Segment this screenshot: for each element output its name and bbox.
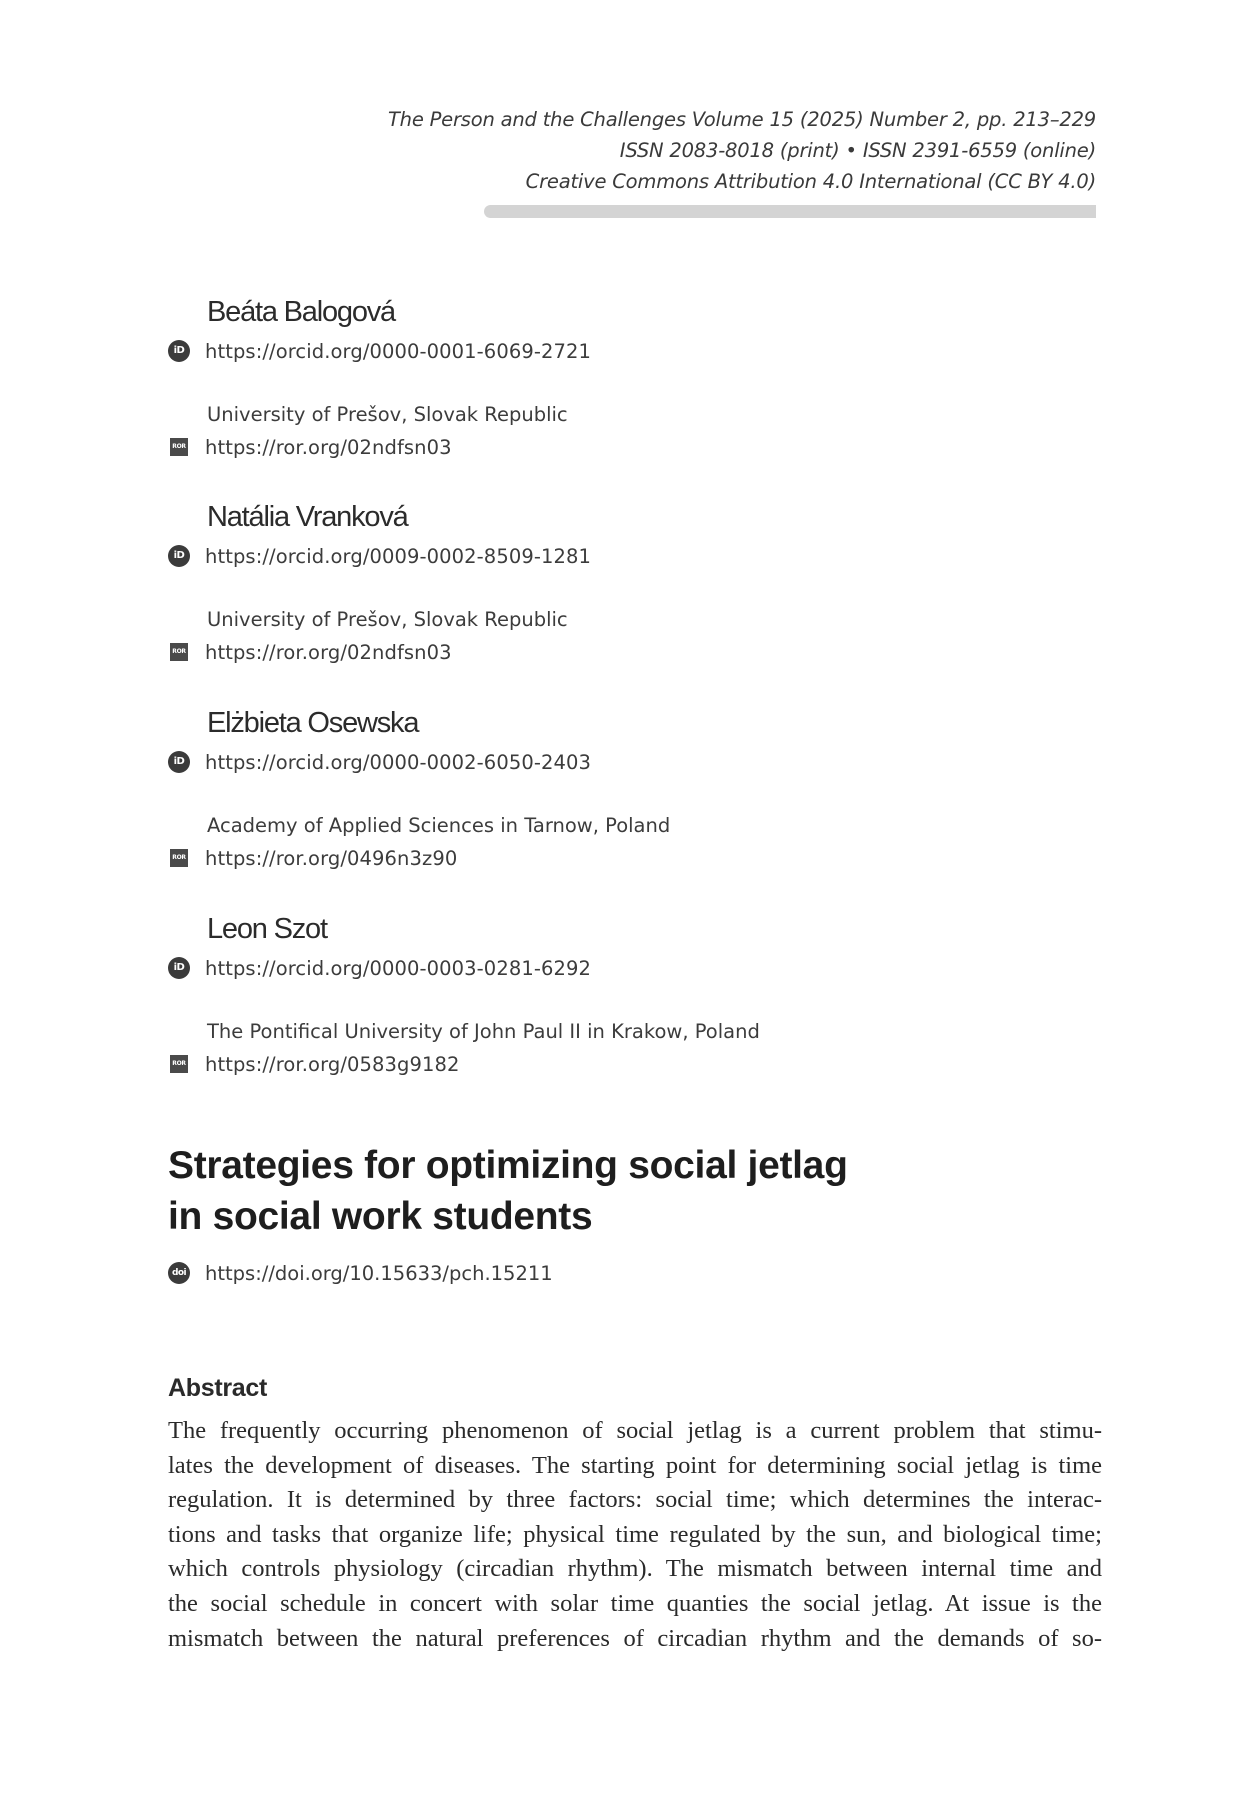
issn-line: ISSN 2083-8018 (print) • ISSN 2391-6559 (online) xyxy=(619,139,1096,162)
abstract-body xyxy=(168,1414,1102,1656)
orcid-icon: iD xyxy=(168,957,190,979)
author-name: Leon Szot xyxy=(207,913,327,945)
abstract-heading: Abstract xyxy=(168,1374,268,1402)
running-header xyxy=(380,104,1096,197)
ror-link[interactable] xyxy=(168,432,452,462)
author-affiliation: The Pontifical University of John Paul II in Krakow, Poland xyxy=(207,1020,760,1043)
author-affiliation: University of Prešov, Slovak Republic xyxy=(207,403,568,426)
ror-link[interactable] xyxy=(168,637,452,667)
article-title xyxy=(168,1140,1098,1242)
header-rule xyxy=(484,205,1096,218)
abstract-line: tions and tasks that organize life; physical time regulated by the sun, and biological time; xyxy=(168,1520,1102,1548)
ror-link[interactable] xyxy=(168,843,457,873)
ror-url[interactable]: https://ror.org/02ndfsn03 xyxy=(205,435,452,459)
ror-icon: ROR xyxy=(170,1055,188,1073)
orcid-link[interactable] xyxy=(168,336,591,366)
abstract-line: the social schedule in concert with solar time quanties the social jetlag. At issue is the xyxy=(168,1589,1102,1617)
ror-icon: ROR xyxy=(170,643,188,661)
article-title-line: Strategies for optimizing social jetlag xyxy=(168,1144,848,1187)
author-name: Natália Vranková xyxy=(207,501,408,533)
orcid-icon: iD xyxy=(168,340,190,362)
doi-url[interactable]: https://doi.org/10.15633/pch.15211 xyxy=(205,1261,553,1285)
doi-link[interactable] xyxy=(168,1258,553,1288)
orcid-icon: iD xyxy=(168,545,190,567)
ror-icon: ROR xyxy=(170,438,188,456)
author-name: Elżbieta Osewska xyxy=(207,707,419,739)
orcid-url[interactable]: https://orcid.org/0000-0003-0281-6292 xyxy=(205,956,591,980)
license-line: Creative Commons Attribution 4.0 International (CC BY 4.0) xyxy=(525,170,1096,193)
doi-icon: doi xyxy=(168,1262,190,1284)
ror-url[interactable]: https://ror.org/0583g9182 xyxy=(205,1052,460,1076)
abstract-line: regulation. It is determined by three factors: social time; which determines the interac- xyxy=(168,1486,1102,1514)
orcid-link[interactable] xyxy=(168,953,591,983)
abstract-line: The frequently occurring phenomenon of social jetlag is a current problem that stimu- xyxy=(168,1417,1102,1444)
author-affiliation: University of Prešov, Slovak Republic xyxy=(207,608,568,631)
orcid-url[interactable]: https://orcid.org/0000-0001-6069-2721 xyxy=(205,339,591,363)
author-affiliation: Academy of Applied Sciences in Tarnow, Poland xyxy=(207,814,671,837)
abstract-line: mismatch between the natural preferences of circadian rhythm and the demands of so- xyxy=(168,1624,1102,1652)
orcid-link[interactable] xyxy=(168,541,591,571)
journal-citation: The Person and the Challenges Volume 15 (2025) Number 2, pp. 213–229 xyxy=(387,108,1096,131)
abstract-line: which controls physiology (circadian rhythm). The mismatch between internal time and xyxy=(168,1555,1102,1583)
author-name: Beáta Balogová xyxy=(207,296,395,328)
ror-url[interactable]: https://ror.org/02ndfsn03 xyxy=(205,640,452,664)
orcid-url[interactable]: https://orcid.org/0009-0002-8509-1281 xyxy=(205,544,591,568)
orcid-icon: iD xyxy=(168,751,190,773)
orcid-link[interactable] xyxy=(168,747,591,777)
orcid-url[interactable]: https://orcid.org/0000-0002-6050-2403 xyxy=(205,750,591,774)
article-title-line: in social work students xyxy=(168,1195,593,1238)
abstract-line: lates the development of diseases. The starting point for determining social jetlag is time xyxy=(168,1451,1102,1479)
ror-url[interactable]: https://ror.org/0496n3z90 xyxy=(205,846,458,870)
ror-icon: ROR xyxy=(170,849,188,867)
ror-link[interactable] xyxy=(168,1049,460,1079)
